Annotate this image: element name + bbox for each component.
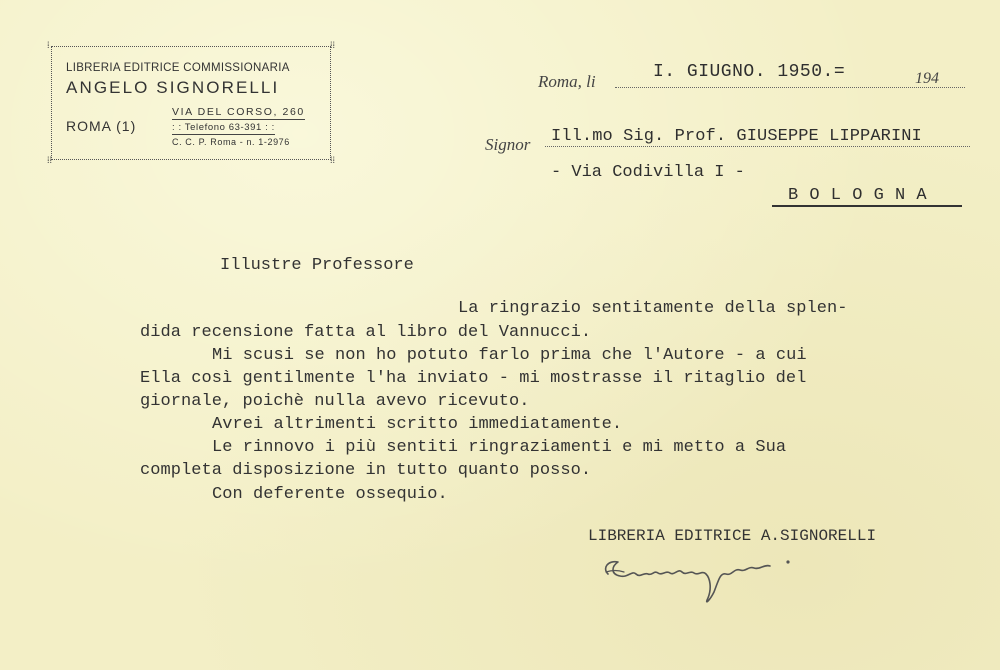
letterhead-postal-account: C. C. P. Roma - n. 1-2976 [172,137,290,147]
body-line: completa disposizione in tutto quanto posso. [140,461,592,480]
salutation: Illustre Professore [220,256,414,275]
printed-year-prefix: 194 [915,70,939,87]
body-line: Ella così gentilmente l'ha inviato - mi mostrasse il ritaglio del [140,369,807,388]
letterhead-phone: : : Telefono 63-391 : : [172,122,275,133]
city-underline [772,205,962,207]
corner-ornament: ⁞⁞ [329,156,335,166]
letterhead-street: VIA DEL CORSO, 260 [172,106,305,118]
corner-ornament: ⁞⁞ [47,156,53,166]
body-line: dida recensione fatta al libro del Vannucci. [140,323,592,342]
body-line: Le rinnovo i più sentiti ringraziamenti e mi metto a Sua [212,438,787,457]
recipient-label: Signor [485,135,531,154]
corner-ornament: ⁞ [47,41,50,51]
recipient-name: Ill.mo Sig. Prof. GIUSEPPE LIPPARINI [551,127,922,146]
body-line: Avrei altrimenti scritto immediatamente. [212,415,623,434]
handwritten-signature [598,548,828,608]
recipient-city: B O L O G N A [788,186,928,205]
typed-date: I. GIUGNO. 1950.= [653,62,846,82]
body-line: giornale, poichè nulla avevo ricevuto. [140,392,530,411]
recipient-street: - Via Codivilla I - [551,163,745,182]
letterhead-company-name: ANGELO SIGNORELLI [66,78,280,97]
date-dotted-line [615,87,965,88]
letterhead-company-type: LIBRERIA EDITRICE COMMISSIONARIA [66,62,290,74]
place-label: Roma, li [538,72,596,91]
letterhead [47,42,335,164]
recipient-dotted-line [545,146,970,147]
body-line: La ringrazio sentitamente della splen- [458,299,848,318]
letterhead-city: ROMA (1) [66,118,137,134]
body-line: Con deferente ossequio. [212,485,448,504]
sender-signature-block: LIBRERIA EDITRICE A.SIGNORELLI [588,527,877,545]
body-line: Mi scusi se non ho potuto farlo prima che l'Autore - a cui [212,346,807,365]
corner-ornament: ⁞⁞ [329,41,335,51]
